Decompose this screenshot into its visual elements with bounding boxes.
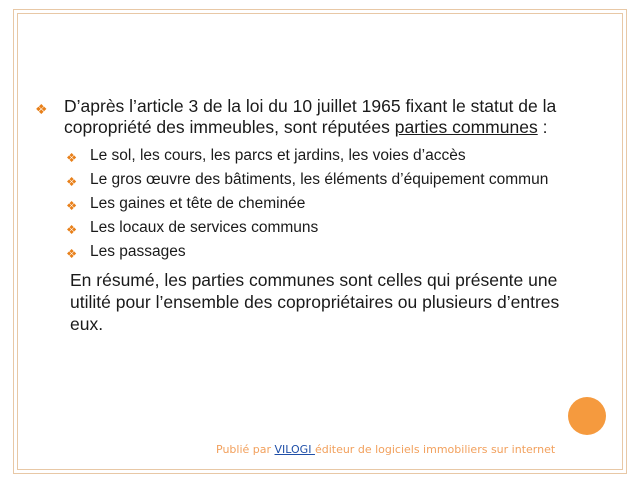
footer-prefix: Publié par — [216, 443, 275, 456]
intro-paragraph — [35, 96, 590, 138]
list-item-text: Le sol, les cours, les parcs et jardins, les voies d’accès — [90, 147, 466, 164]
footer-credit — [216, 443, 616, 456]
orange-bullet-icon: ❖ — [66, 175, 78, 189]
list-item-text: Les passages — [90, 243, 186, 260]
list-item-text: Le gros œuvre des bâtiments, les éléments d’équipement commun — [90, 171, 549, 188]
orange-bullet-icon: ❖ — [66, 223, 78, 237]
list-item — [66, 195, 590, 213]
orange-bullet-icon: ❖ — [66, 199, 78, 213]
intro-text-end: : — [537, 117, 548, 137]
orange-bullet-icon: ❖ — [66, 151, 78, 165]
orange-bullet-icon: ❖ — [66, 247, 78, 261]
orange-bullet-icon: ❖ — [35, 101, 48, 117]
bullet-list — [35, 147, 590, 261]
list-item — [66, 171, 590, 189]
slide-content — [35, 96, 590, 335]
orange-circle-decoration — [568, 397, 606, 435]
vilogi-link[interactable]: VILOGI — [274, 443, 315, 456]
summary-paragraph: En résumé, les parties communes sont celles qui présente une utilité pour l’ensemble des copropriétaires ou plusieurs d’entres eux. — [70, 270, 560, 334]
intro-text: D’après l’article 3 de la loi du 10 juillet 1965 fixant le statut de la copropriété des immeubles, sont réputées — [64, 96, 557, 137]
footer-suffix: éditeur de logiciels immobiliers sur internet — [314, 443, 556, 456]
list-item — [66, 243, 590, 261]
intro-underlined-term: parties communes — [394, 117, 538, 137]
list-item — [66, 147, 590, 165]
list-item — [66, 219, 590, 237]
list-item-text: Les gaines et tête de cheminée — [90, 195, 306, 212]
list-item-text: Les locaux de services communs — [90, 219, 319, 236]
